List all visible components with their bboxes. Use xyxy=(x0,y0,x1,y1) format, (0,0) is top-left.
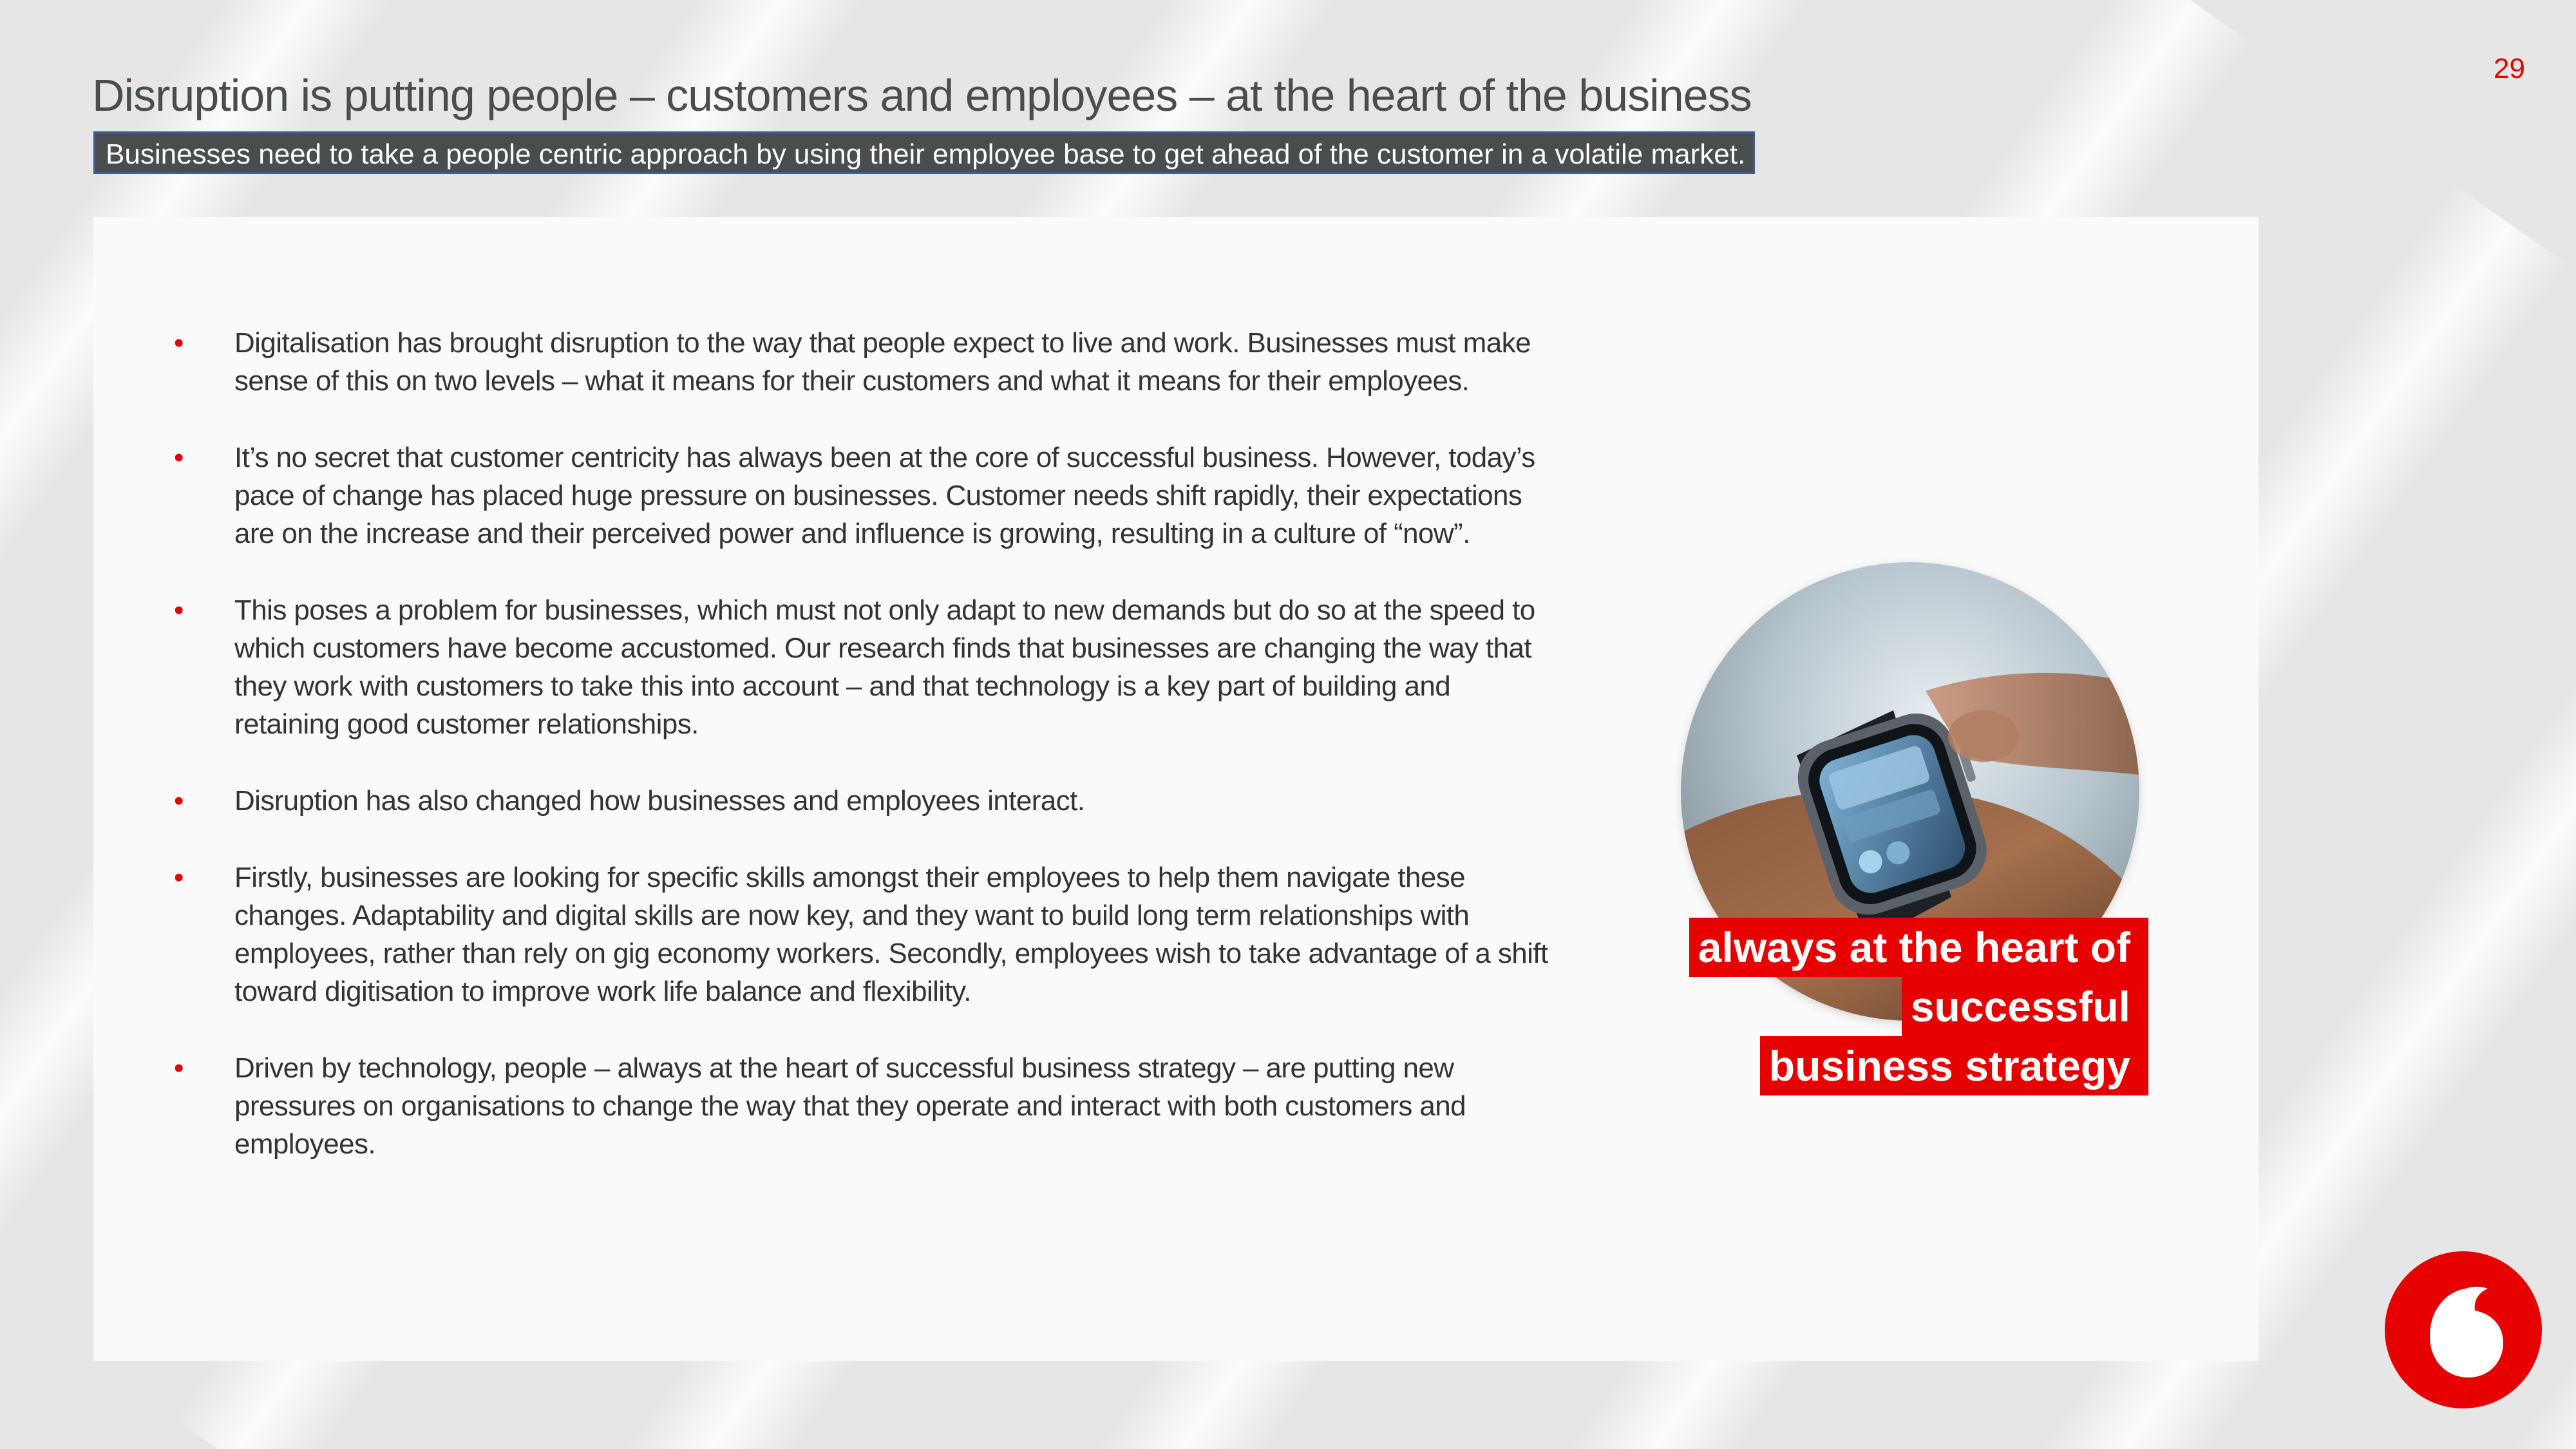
bullet-icon: • xyxy=(174,327,184,359)
vodafone-logo-icon xyxy=(2385,1251,2542,1408)
bullet-item xyxy=(174,591,1558,743)
bullet-icon: • xyxy=(174,785,184,817)
bullet-text: This poses a problem for businesses, which must not only adapt to new demands but do so at the speed to which customers have become accustomed. Our research finds that businesses are changing the way that they work with customers to take this into account – and that technology is a key part of building and retaining good customer relationships. xyxy=(234,594,1535,740)
pull-quote xyxy=(1689,918,2148,1095)
bullet-item xyxy=(174,1049,1558,1163)
bullet-item xyxy=(174,782,1558,820)
bullet-list xyxy=(174,324,1558,1202)
page-subtitle: Businesses need to take a people centric approach by using their employee base to get ahead of the customer in a volatile market. xyxy=(93,131,1755,174)
bullet-icon: • xyxy=(174,862,184,893)
bullet-item xyxy=(174,439,1558,553)
bullet-icon: • xyxy=(174,594,184,626)
bullet-text: It’s no secret that customer centricity has always been at the core of successful business. However, today’s pace of change has placed huge pressure on businesses. Customer needs shift rapidly, their expectations are on the increase and their perceived power and influence is growing, resulting in a culture of “now”. xyxy=(234,442,1535,549)
bullet-text: Driven by technology, people – always at the heart of successful business strategy – are putting new pressures on organisations to change the way that they operate and interact with both customers and employees. xyxy=(234,1052,1466,1160)
bullet-icon: • xyxy=(174,442,184,473)
bullet-item xyxy=(174,324,1558,400)
pull-quote-line: always at the heart of xyxy=(1689,918,2148,977)
bullet-text: Digitalisation has brought disruption to the way that people expect to live and work. Businesses must make sense of this on two levels – what it means for their customers and what it means for their employees. xyxy=(234,327,1531,397)
bullet-icon: • xyxy=(174,1052,184,1084)
pull-quote-line: business strategy xyxy=(1760,1036,2148,1095)
bullet-item xyxy=(174,858,1558,1010)
pull-quote-line: successful xyxy=(1902,977,2148,1036)
bullet-text: Disruption has also changed how businesses and employees interact. xyxy=(234,785,1085,817)
page-title: Disruption is putting people – customers and employees – at the heart of the business xyxy=(92,70,1752,120)
page-number: 29 xyxy=(2494,53,2525,84)
bullet-text: Firstly, businesses are looking for specific skills amongst their employees to help them navigate these changes. Adaptability and digital skills are now key, and they want to build long term relationships with employees, rather than rely on gig economy workers. Secondly, employees wish to take advantage of a shift toward digitisation to improve work life balance and flexibility. xyxy=(234,862,1548,1007)
